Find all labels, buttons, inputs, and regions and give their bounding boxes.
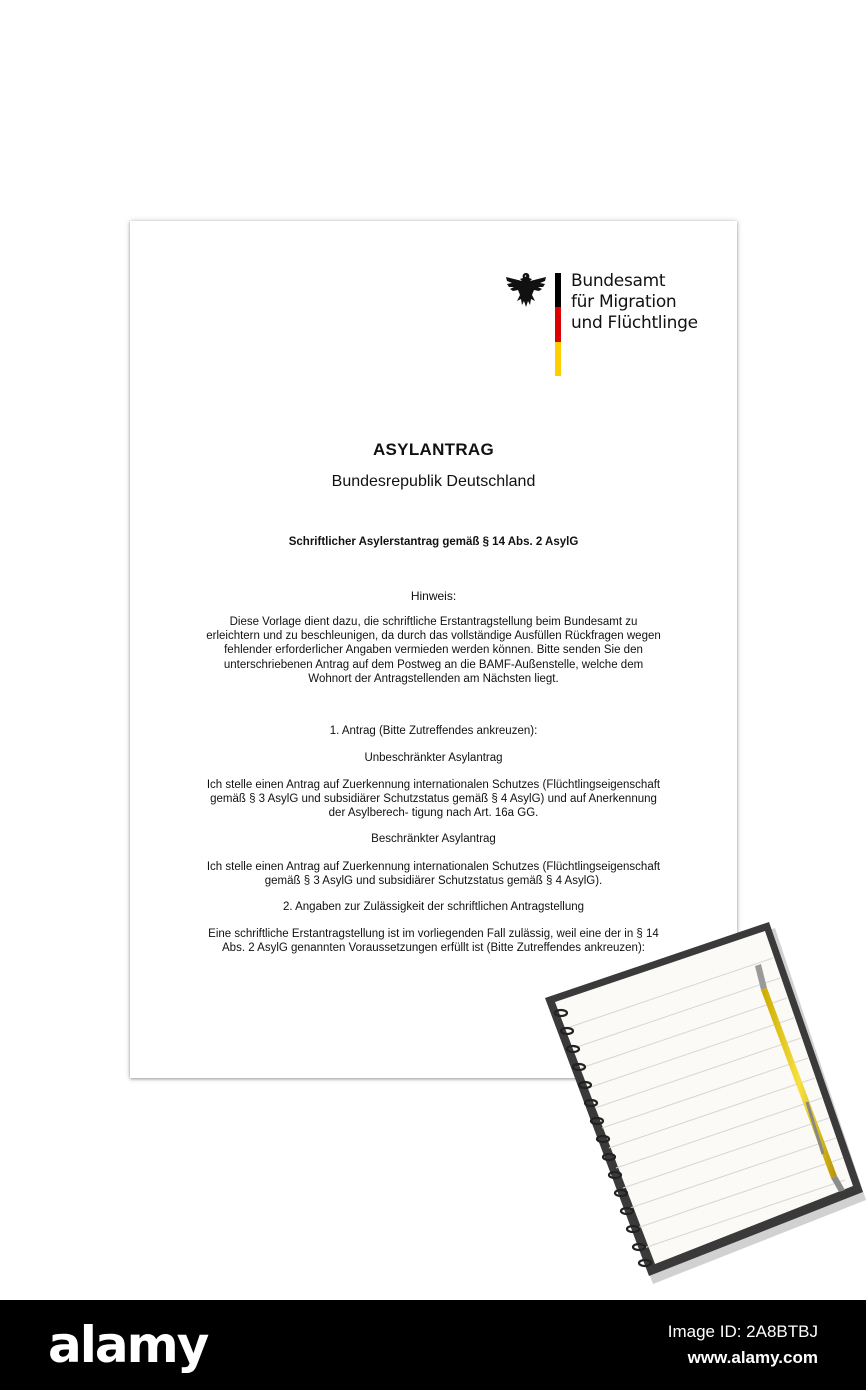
- logo-line-2: für Migration: [571, 292, 677, 312]
- restricted-paragraph: Ich stelle einen Antrag auf Zuerkennung internationalen Schutzes (Flüchtlingseigenschaft gemäß § 3 AsylG und subsidiärer Schutzstatus gemäß § 4 AsylG).: [206, 861, 661, 888]
- flag-stripe: [555, 273, 561, 376]
- section-2-heading: 2. Angaben zur Zulässigkeit der schriftlichen Antragstellung: [282, 901, 585, 913]
- law-heading: Schriftlicher Asylerstantrag gemäß § 14 Abs. 2 AsylG: [288, 536, 579, 548]
- notebook-icon: [545, 918, 866, 1298]
- image-id: Image ID: 2A8BTBJ: [667, 1322, 818, 1341]
- alamy-logo: alamy: [48, 1316, 208, 1374]
- restricted-label: Beschränkter Asylantrag: [371, 833, 496, 845]
- section-2-paragraph: Eine schriftliche Erstantragstellung ist im vorliegenden Fall zulässig, weil eine der in § 14 Abs. 2 AsylG genannten Voraussetzungen erfüllt ist (Bitte Zutreffendes ankreuzen):: [208, 928, 659, 955]
- site-url: www.alamy.com: [687, 1348, 818, 1367]
- logo-line-3: und Flüchtlinge: [571, 313, 698, 333]
- watermark-footer: [0, 1300, 866, 1390]
- agency-logo-text: [571, 271, 698, 334]
- unrestricted-label: Unbeschränkter Asylantrag: [364, 752, 503, 764]
- logo-line-1: Bundesamt: [571, 271, 666, 291]
- section-1-heading: 1. Antrag (Bitte Zutreffendes ankreuzen):: [329, 725, 538, 737]
- hint-label: Hinweis:: [410, 589, 457, 603]
- document-title: ASYLANTRAG: [372, 440, 495, 459]
- unrestricted-paragraph: Ich stelle einen Antrag auf Zuerkennung internationalen Schutzes (Flüchtlingseigenschaft gemäß § 3 AsylG und subsidiärer Schutzstatus gemäß § 4 AsylG) und auf Anerkennung der Asylberech- tigung nach Art. 16a GG.: [206, 779, 661, 820]
- notebook-and-pen: [545, 918, 866, 1298]
- hint-paragraph: Diese Vorlage dient dazu, die schriftliche Erstantragstellung beim Bundesamt zu erleichtern und zu beschleunigen, da durch das vollständige Ausfüllen Rückfragen wegen fehlender erforderlicher Angaben vermieden werden können. Bitte senden Sie den unterschriebenen Antrag auf dem Postweg an die BAMF-Außenstelle, welche dem Wohnort der Antragstellenden am Nächsten liegt.: [206, 616, 661, 685]
- document-subtitle: Bundesrepublik Deutschland: [331, 473, 536, 490]
- federal-eagle-icon: [504, 271, 548, 311]
